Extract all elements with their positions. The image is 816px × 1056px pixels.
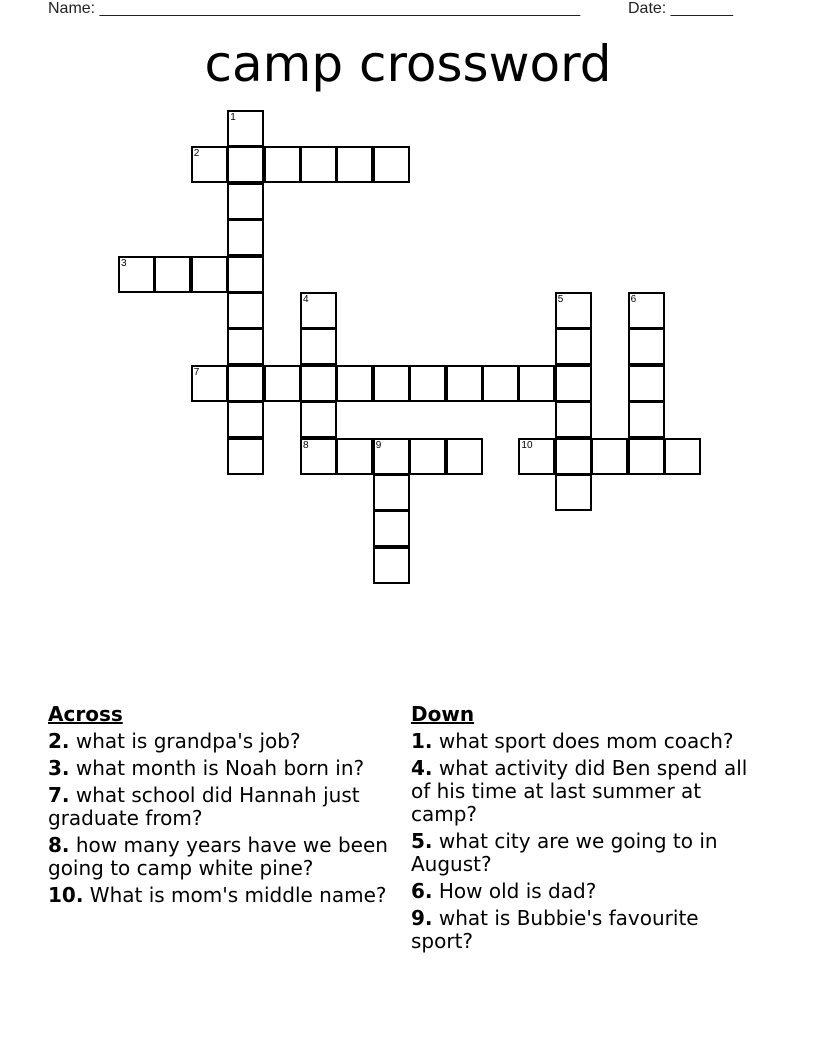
clue-number: 3. — [48, 756, 70, 780]
grid-cell[interactable] — [628, 401, 665, 438]
grid-cell[interactable] — [227, 219, 264, 256]
grid-cell[interactable] — [628, 365, 665, 402]
grid-cell[interactable] — [227, 438, 264, 475]
grid-cell[interactable] — [409, 438, 446, 475]
clue-down-9 — [411, 907, 766, 953]
cell-number: 8 — [303, 439, 309, 451]
cell-number: 1 — [230, 112, 236, 123]
grid-cell[interactable] — [555, 292, 592, 329]
grid-cell[interactable] — [518, 438, 555, 475]
cell-number: 3 — [121, 257, 127, 269]
grid-cell[interactable] — [118, 256, 155, 293]
grid-cell[interactable] — [227, 365, 264, 402]
grid-cell[interactable] — [555, 365, 592, 402]
grid-cell[interactable] — [409, 365, 446, 402]
grid-cell[interactable] — [628, 292, 665, 329]
grid-cell[interactable] — [446, 365, 483, 402]
grid-cell[interactable] — [300, 292, 337, 329]
grid-cell[interactable] — [191, 256, 228, 293]
across-heading: Across — [48, 702, 123, 726]
grid-cell[interactable] — [628, 438, 665, 475]
grid-cell[interactable] — [336, 438, 373, 475]
clue-down-4 — [411, 757, 766, 826]
grid-cell[interactable] — [373, 365, 410, 402]
grid-cell[interactable] — [227, 146, 264, 183]
grid-cell[interactable] — [227, 110, 264, 147]
grid-cell[interactable] — [300, 365, 337, 402]
clue-number: 8. — [48, 833, 70, 857]
cell-number: 5 — [557, 294, 564, 305]
clue-number: 10. — [48, 883, 84, 907]
down-clues — [411, 702, 766, 957]
clue-number: 7. — [48, 783, 70, 807]
clue-down-1 — [411, 730, 766, 753]
grid-cell[interactable] — [482, 365, 519, 402]
clue-number: 4. — [411, 756, 433, 780]
clue-across-10 — [48, 884, 398, 907]
date-field: Date: _______ — [628, 0, 733, 17]
across-clues — [48, 702, 398, 911]
grid-cell[interactable] — [191, 365, 228, 402]
clue-text: what is Bubbie's favourite sport? — [411, 906, 699, 953]
grid-cell[interactable] — [264, 365, 301, 402]
clue-number: 1. — [411, 729, 433, 753]
grid-cell[interactable] — [300, 146, 337, 183]
grid-cell[interactable] — [446, 438, 483, 475]
grid-cell[interactable] — [154, 256, 191, 293]
grid-cell[interactable] — [191, 146, 228, 183]
cell-number: 2 — [193, 148, 200, 160]
down-heading: Down — [411, 702, 475, 726]
grid-cell[interactable] — [555, 474, 592, 511]
clue-number: 9. — [411, 906, 433, 930]
page-title: camp crossword — [204, 35, 612, 93]
clue-number: 5. — [411, 829, 433, 853]
clue-number: 6. — [411, 879, 433, 903]
grid-cell[interactable] — [373, 474, 410, 511]
clue-text: what is grandpa's job? — [75, 729, 301, 753]
cell-number: 9 — [375, 439, 382, 451]
name-field: Name: ______________________________________________________ — [48, 0, 581, 17]
clue-number: 2. — [48, 729, 70, 753]
grid-cell[interactable] — [300, 401, 337, 438]
grid-cell[interactable] — [555, 438, 592, 475]
grid-cell[interactable] — [336, 146, 373, 183]
grid-cell[interactable] — [373, 146, 410, 183]
grid-cell[interactable] — [227, 292, 264, 329]
clue-text: what month is Noah born in? — [75, 756, 365, 780]
clue-across-7 — [48, 784, 398, 830]
cell-number: 4 — [303, 294, 309, 305]
cell-number: 6 — [630, 294, 637, 305]
cell-number: 10 — [521, 439, 533, 451]
grid-cell[interactable] — [227, 328, 264, 365]
grid-cell[interactable] — [300, 328, 337, 365]
grid-cell[interactable] — [555, 401, 592, 438]
clue-across-2 — [48, 730, 398, 753]
cell-number: 7 — [193, 366, 200, 378]
clue-text: What is mom's middle name? — [89, 883, 387, 907]
grid-cell[interactable] — [300, 438, 337, 475]
grid-cell[interactable] — [373, 510, 410, 547]
grid-cell[interactable] — [555, 328, 592, 365]
grid-cell[interactable] — [336, 365, 373, 402]
clue-text: what city are we going to in August? — [411, 829, 718, 876]
clue-across-8 — [48, 834, 398, 880]
grid-cell[interactable] — [227, 401, 264, 438]
grid-cell[interactable] — [373, 438, 410, 475]
clue-text: How old is dad? — [438, 879, 597, 903]
grid-cell[interactable] — [264, 146, 301, 183]
grid-cell[interactable] — [227, 183, 264, 220]
clue-text: how many years have we been going to camp white pine? — [48, 833, 388, 880]
clue-text: what activity did Ben spend all of his time at last summer at camp? — [411, 756, 748, 826]
grid-cell[interactable] — [664, 438, 701, 475]
clue-text: what sport does mom coach? — [438, 729, 734, 753]
clue-across-3 — [48, 757, 398, 780]
grid-cell[interactable] — [628, 328, 665, 365]
clue-down-5 — [411, 830, 766, 876]
grid-cell[interactable] — [227, 256, 264, 293]
grid-cell[interactable] — [373, 547, 410, 584]
grid-cell[interactable] — [591, 438, 628, 475]
clue-down-6 — [411, 880, 766, 903]
grid-cell[interactable] — [518, 365, 555, 402]
clue-text: what school did Hannah just graduate from? — [48, 783, 360, 830]
